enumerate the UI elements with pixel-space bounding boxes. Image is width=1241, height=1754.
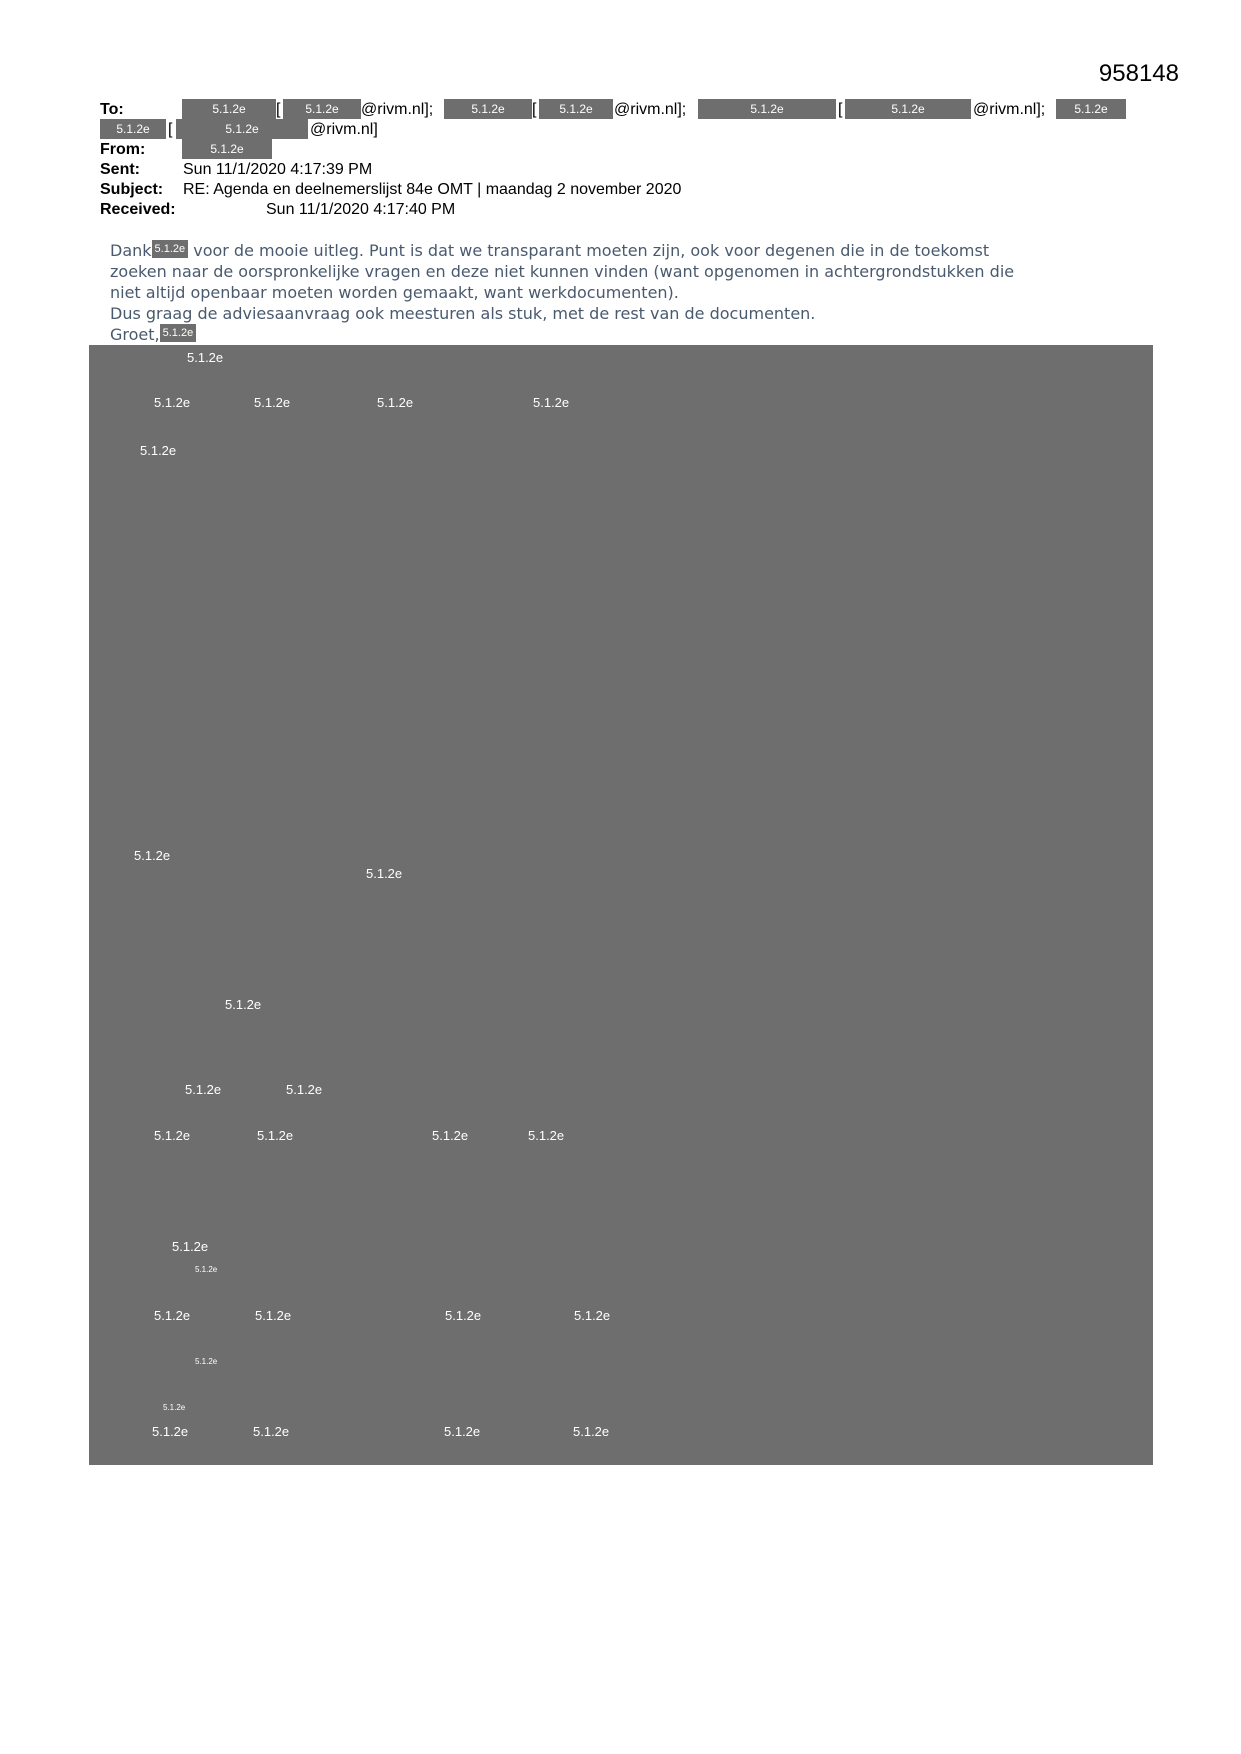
redaction-label: 5.1.2e xyxy=(573,1424,610,1439)
sent-value: Sun 11/1/2020 4:17:39 PM xyxy=(183,161,373,178)
redaction-label: 5.1.2e xyxy=(134,848,171,863)
bracket: [ xyxy=(838,101,843,118)
redaction-label: 5.1.2e xyxy=(154,395,191,410)
redaction-label: 5.1.2e xyxy=(377,395,414,410)
document-number: 958148 xyxy=(1098,60,1179,87)
redaction-label: 5.1.2e xyxy=(253,1424,290,1439)
redaction: 5.1.2e xyxy=(283,99,361,119)
email-domain: @rivm.nl]; xyxy=(973,101,1046,118)
body-thanks: Dank xyxy=(110,241,152,260)
bracket: [ xyxy=(276,101,281,118)
redaction-label: 5.1.2e xyxy=(195,1265,218,1274)
redaction-label: 5.1.2e xyxy=(225,997,262,1012)
received-value: Sun 11/1/2020 4:17:40 PM xyxy=(266,201,456,218)
redaction-label: 5.1.2e xyxy=(154,1308,191,1323)
redaction-label: 5.1.2e xyxy=(185,1082,222,1097)
redaction: 5.1.2e xyxy=(152,240,189,258)
body-line-2: zoeken naar de oorspronkelijke vragen en deze niet kunnen vinden (want opgenomen in achtergrondstukken die xyxy=(110,262,1015,281)
redaction-label: 5.1.2e xyxy=(574,1308,611,1323)
redaction-label: 5.1.2e xyxy=(163,1403,186,1412)
redaction-label: 5.1.2e xyxy=(255,1308,292,1323)
email-domain: @rivm.nl]; xyxy=(614,101,687,118)
subject-value: RE: Agenda en deelnemerslijst 84e OMT | maandag 2 november 2020 xyxy=(183,181,682,198)
redaction-label: 5.1.2e xyxy=(152,1424,189,1439)
bracket: [ xyxy=(532,101,537,118)
redaction: 5.1.2e xyxy=(539,99,613,119)
redaction-label: 5.1.2e xyxy=(195,1357,218,1366)
redaction-label: 5.1.2e xyxy=(528,1128,565,1143)
body-line-4: Dus graag de adviesaanvraag ook meesturen als stuk, met de rest van de documenten. xyxy=(110,304,816,323)
redaction-label: 5.1.2e xyxy=(140,443,177,458)
redaction-label: 5.1.2e xyxy=(286,1082,323,1097)
redaction-label: 5.1.2e xyxy=(444,1424,481,1439)
bracket: [ xyxy=(168,121,173,138)
redacted-block xyxy=(89,345,1153,1465)
redaction: 5.1.2e xyxy=(182,139,272,159)
redaction-label: 5.1.2e xyxy=(445,1308,482,1323)
redaction: 5.1.2e xyxy=(444,99,532,119)
body-line-3: niet altijd openbaar moeten worden gemaakt, want werkdocumenten). xyxy=(110,283,679,302)
redaction: 5.1.2e xyxy=(176,119,308,139)
redaction: 5.1.2e xyxy=(845,99,971,119)
subject-label: Subject: xyxy=(100,181,164,198)
redaction: 5.1.2e xyxy=(100,119,166,139)
redaction: 5.1.2e xyxy=(1056,99,1126,119)
to-label: To: xyxy=(100,101,124,118)
redaction-label: 5.1.2e xyxy=(432,1128,469,1143)
email-domain: @rivm.nl] xyxy=(310,121,378,138)
redaction: 5.1.2e xyxy=(698,99,836,119)
redaction-label: 5.1.2e xyxy=(366,866,403,881)
redaction: 5.1.2e xyxy=(182,99,276,119)
email-domain: @rivm.nl]; xyxy=(361,101,434,118)
redaction-label: 5.1.2e xyxy=(254,395,291,410)
body-greeting: Groet, xyxy=(110,325,160,344)
sent-label: Sent: xyxy=(100,161,140,178)
redaction-label: 5.1.2e xyxy=(257,1128,294,1143)
redaction-label: 5.1.2e xyxy=(187,350,224,365)
received-label: Received: xyxy=(100,201,176,218)
body-line-1-rest: voor de mooie uitleg. Punt is dat we transparant moeten zijn, ook voor degenen die in de toekomst xyxy=(193,241,990,260)
redaction-label: 5.1.2e xyxy=(154,1128,191,1143)
redaction-label: 5.1.2e xyxy=(533,395,570,410)
redaction-label: 5.1.2e xyxy=(172,1239,209,1254)
from-label: From: xyxy=(100,141,146,158)
redaction: 5.1.2e xyxy=(160,324,197,342)
body-line-1 xyxy=(110,240,1130,261)
email-body xyxy=(110,240,1130,345)
body-line-5 xyxy=(110,324,1130,345)
